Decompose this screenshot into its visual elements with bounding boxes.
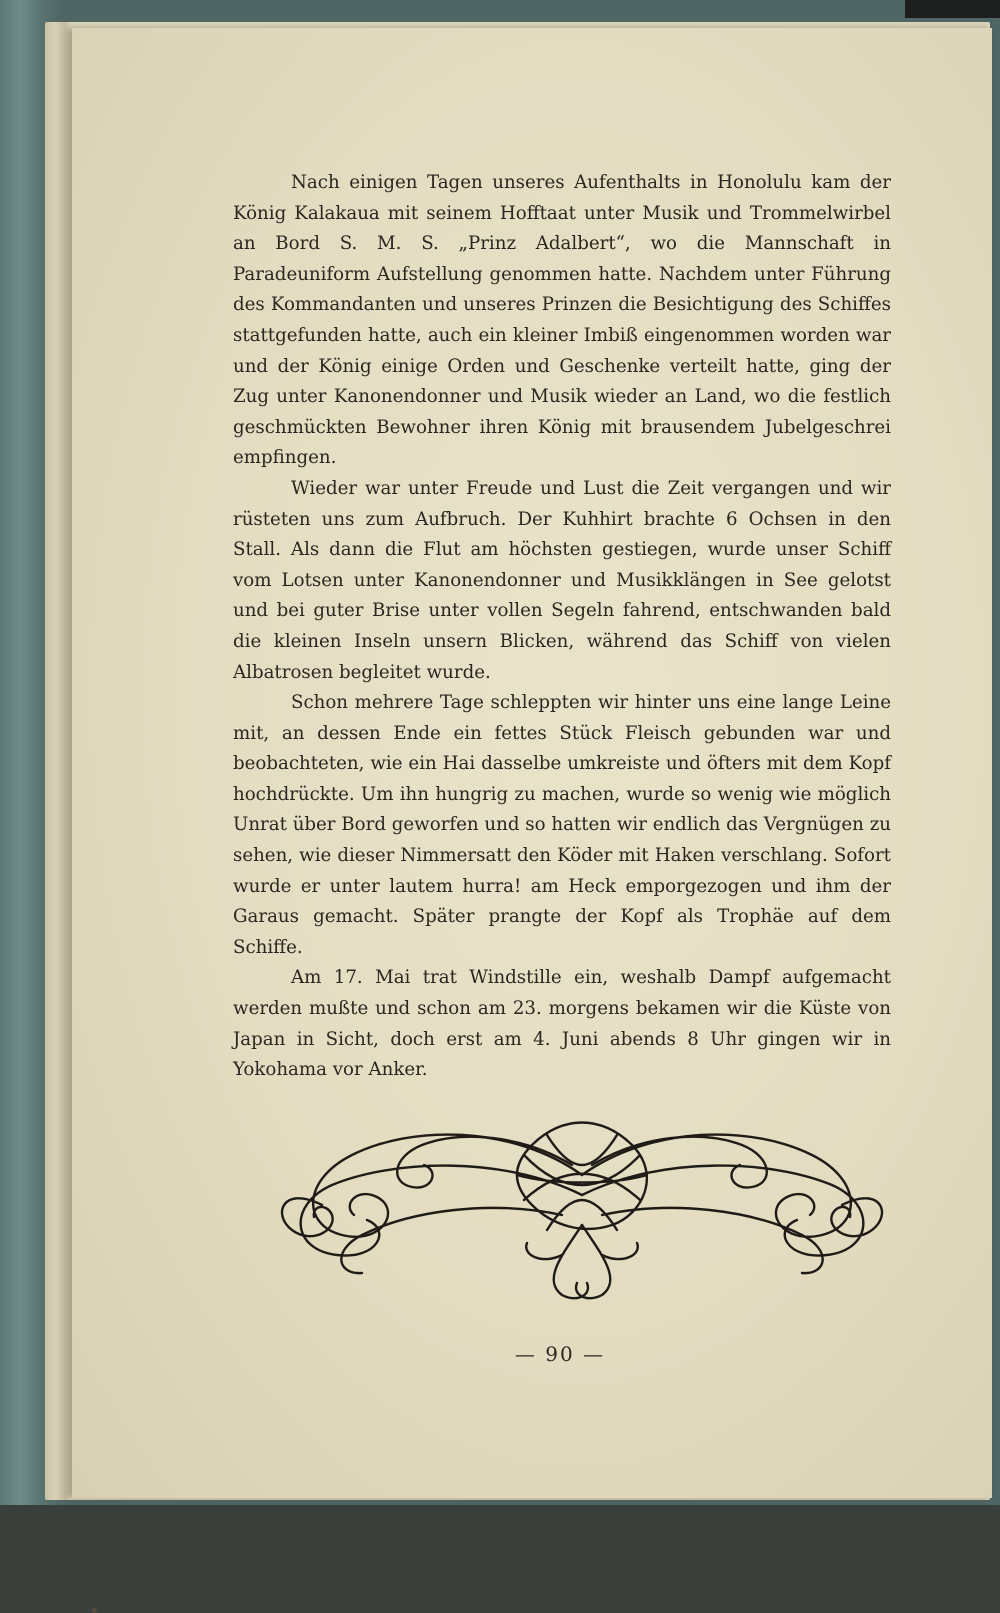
page-body-text: [233, 168, 891, 1086]
paragraph: Schon mehrere Tage schleppten wir hinter uns eine lange Leine mit, an dessen Ende ein fettes Stück Fleisch gebunden war und beobachteten, wie ein Hai dasselbe umkreiste und öfters mit dem Kopf hochdrückte. Um ihn hungrig zu machen, wurde so wenig wie möglich Unrat über Bord geworfen und so hatten wir endlich das Vergnügen zu sehen, wie dieser Nimmersatt den Köder mit Haken verschlang. Sofort wurde er unter lautem hurra! am Heck emporgezogen und ihm der Garaus gemacht. Später prangte der Kopf als Trophäe auf dem Schiffe.: [233, 692, 891, 958]
decorative-flourish-ornament: [262, 1105, 902, 1305]
paper-speck: [92, 1608, 97, 1613]
page-number: — 90 —: [514, 1342, 606, 1366]
background-corner: [905, 0, 1000, 18]
paragraph: Nach einigen Tagen unseres Aufenthalts in Honolulu kam der König Kalakaua mit seinem Hofftaat unter Musik und Trommelwirbel an Bord S. M. S. „Prinz Adalbert“, wo die Mannschaft in Paradeuniform Aufstellung genommen hatte. Nachdem unter Führung des Kommandanten und unseres Prinzen die Besichtigung des Schiffes stattgefunden hatte, auch ein kleiner Imbiß eingenommen worden war und der König einige Orden und Geschenke verteilt hatte, ging der Zug unter Kanonendonner und Musik wieder an Land, wo die festlich geschmückten Bewohner ihren König mit brausendem Jubelgeschrei empfingen.: [233, 172, 891, 469]
paragraph: Wieder war unter Freude und Lust die Zeit vergangen und wir rüsteten uns zum Aufbruch. Der Kuhhirt brachte 6 Ochsen in den Stall. Als dann die Flut am höchsten gestiegen, wurde unser Schiff vom Lotsen unter Kanonendonner und Musikklängen in See gelotst und bei guter Brise unter vollen Segeln fahrend, entschwanden bald die kleinen Inseln unsern Blicken, während das Schiff von vielen Albatrosen begleitet wurde.: [233, 477, 891, 683]
paragraph: Am 17. Mai trat Windstille ein, weshalb Dampf aufgemacht werden mußte und schon am 23. morgens bekamen wir die Küste von Japan in Sicht, doch erst am 4. Juni abends 8 Uhr gingen wir in Yokohama vor Anker.: [233, 967, 891, 1081]
